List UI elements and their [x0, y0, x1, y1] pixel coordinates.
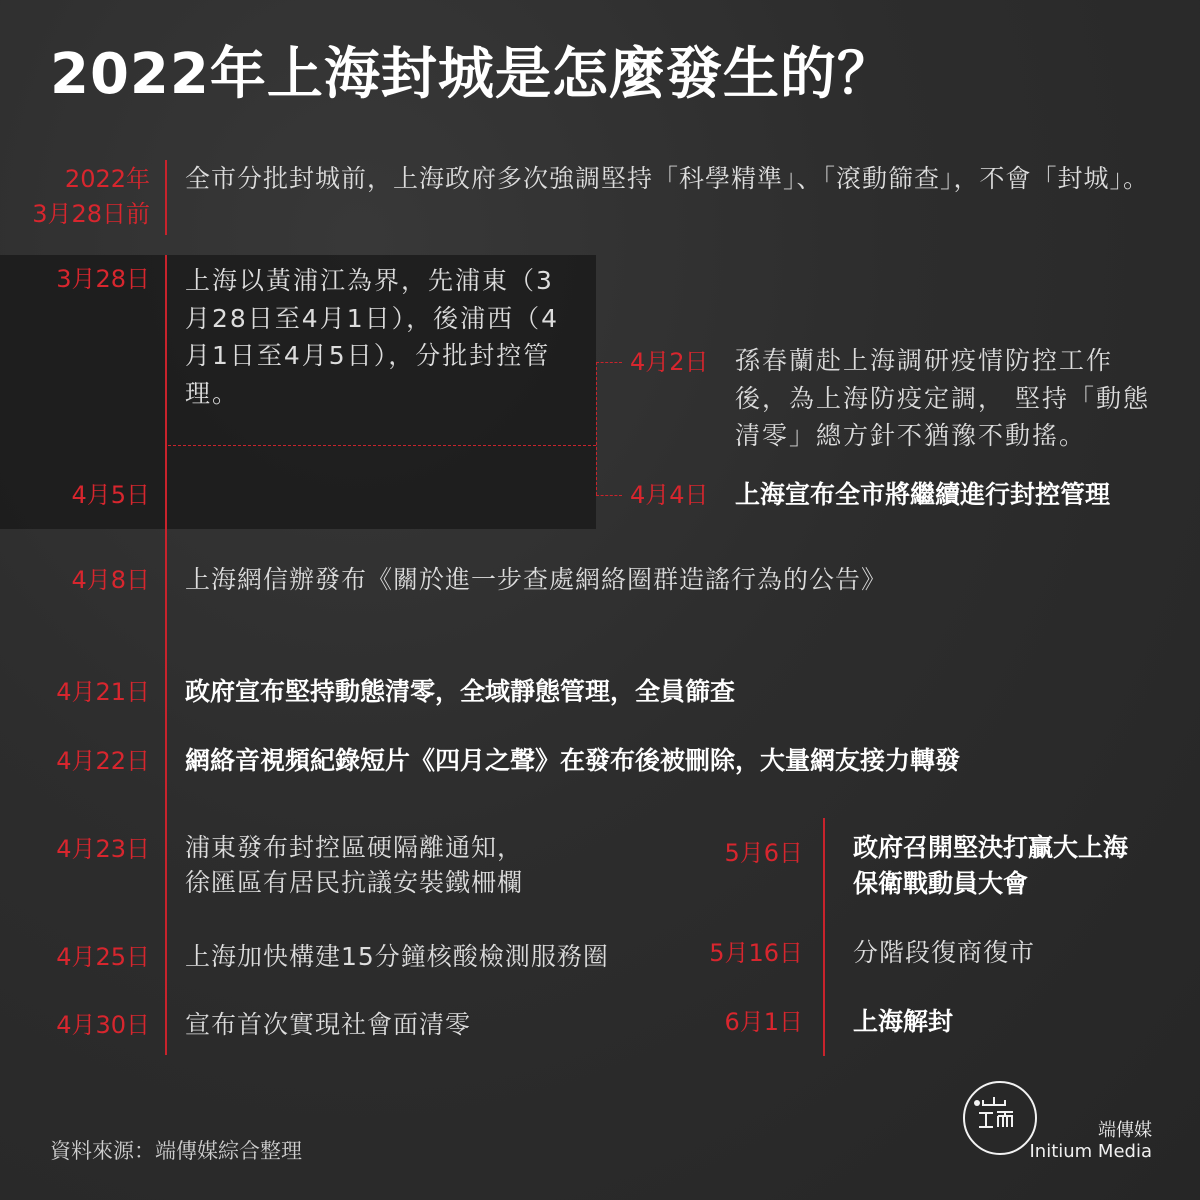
event-text-apr4: 上海宣布全市將繼續進行封控管理 — [735, 480, 1111, 509]
timeline-line-upper — [165, 160, 167, 235]
event-date-apr30: 4月30日 — [56, 1011, 150, 1039]
event-date-pre — [32, 162, 150, 232]
timeline-line-main — [165, 255, 167, 1055]
event-date-mar28: 3月28日 — [56, 265, 150, 293]
event-text-apr22: 網絡音視頻紀錄短片《四月之聲》在發布後被刪除，大量網友接力轉發 — [185, 746, 961, 775]
event-text-may6-line2: 保衛戰動員大會 — [853, 869, 1029, 899]
event-date-year: 2022年 — [64, 165, 150, 193]
event-date-apr23: 4月23日 — [56, 835, 150, 863]
event-date-apr5: 4月5日 — [71, 481, 150, 509]
event-date-day: 3月28日前 — [32, 199, 150, 228]
connector-dash-horizontal — [168, 445, 596, 446]
event-text-apr23-line1: 浦東發布封控區硬隔離通知， — [185, 833, 524, 862]
source-note: 資料來源：端傳媒綜合整理 — [50, 1139, 302, 1163]
event-date-apr4: 4月4日 — [630, 481, 709, 509]
event-date-apr21: 4月21日 — [56, 678, 150, 706]
connector-dash-apr2 — [596, 362, 622, 363]
page-title: 2022年上海封城是怎麼發生的？ — [50, 42, 894, 107]
event-date-apr8: 4月8日 — [71, 566, 150, 594]
event-date-may6: 5月6日 — [724, 839, 803, 867]
connector-dash-apr4 — [596, 495, 622, 496]
event-text-apr23 — [185, 830, 523, 900]
event-text-apr25: 上海加快構建15分鐘核酸檢測服務圈 — [185, 942, 609, 971]
event-text-may16: 分階段復商復市 — [853, 938, 1036, 967]
connector-dash-vertical — [596, 362, 597, 495]
event-text-pre: 全市分批封城前，上海政府多次強調堅持「科學精準」、「滾動篩查」，不會「封城」。 — [185, 164, 1150, 193]
event-date-may16: 5月16日 — [709, 939, 803, 967]
timeline-line-right — [823, 818, 825, 1056]
event-text-jun1: 上海解封 — [853, 1007, 954, 1036]
event-text-apr23-line2: 徐匯區有居民抗議安裝鐵柵欄 — [185, 868, 524, 897]
initium-logo-glyph — [965, 1083, 1035, 1153]
event-date-apr22: 4月22日 — [56, 747, 150, 775]
event-date-apr25: 4月25日 — [56, 943, 150, 971]
brand-name-en: Initium Media — [1029, 1141, 1152, 1162]
initium-logo-icon — [963, 1081, 1037, 1155]
event-date-jun1: 6月1日 — [724, 1008, 803, 1036]
event-date-apr2: 4月2日 — [630, 348, 709, 376]
event-text-apr8: 上海網信辦發布《關於進一步查處網絡圈群造謠行為的公告》 — [185, 565, 888, 594]
event-text-may6 — [853, 830, 1128, 903]
event-text-apr2: 孫春蘭赴上海調研疫情防控工作後，為上海防疫定調， 堅持「動態清零」總方針不猶豫不動搖。 — [735, 346, 1150, 450]
brand-name-cn: 端傳媒 — [1098, 1120, 1152, 1141]
event-text-mar28: 上海以黃浦江為界，先浦東（3月28日至4月1日），後浦西（4月1日至4月5日），分批封控管理。 — [185, 266, 560, 408]
event-text-apr30: 宣布首次實現社會面清零 — [185, 1010, 472, 1039]
event-text-apr21: 政府宣布堅持動態清零，全域靜態管理，全員篩查 — [185, 677, 736, 706]
event-text-may6-line1: 政府召開堅決打贏大上海 — [853, 833, 1129, 862]
